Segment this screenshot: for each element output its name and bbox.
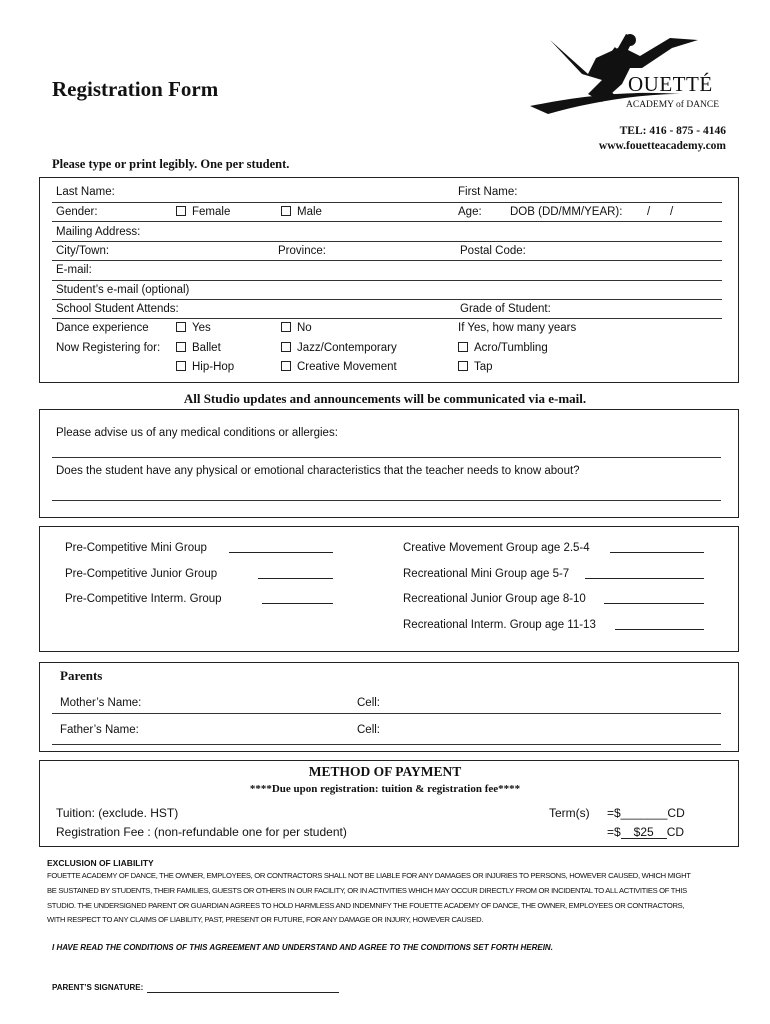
now-registering-label: Now Registering for:	[56, 342, 161, 354]
last-name-label: Last Name:	[56, 186, 115, 198]
email-line[interactable]	[52, 280, 722, 281]
province-label: Province:	[278, 245, 326, 257]
logo-subtitle: ACADEMY of DANCE	[626, 100, 720, 110]
liability-line-1: FOUETTE ACADEMY OF DANCE, THE OWNER, EMPLOYEES, OR CONTRACTORS SHALL NOT BE LIABLE FOR ANY DAMAGES OR INJURIES TO PERSONS, HOWEVER CAUSED, WHICH MIGHT	[47, 871, 691, 880]
group-rec-mini: Recreational Mini Group age 5-7	[403, 568, 570, 580]
creative-movement-label: Creative Movement	[297, 361, 397, 373]
email-notice: All Studio updates and announcements will be communicated via e-mail.	[183, 391, 587, 406]
hiphop-label: Hip-Hop	[192, 361, 235, 373]
liability-line-2: BE SUSTAINED BY STUDENTS, THEIR FAMILIES, GUESTS OR OTHERS IN OUR FACILITY, OR IN ACTIVITIES WHICH MAY OCCUR DIRECTLY FROM OR INCIDENTAL TO ALL ACTIVITIES OF THIS	[47, 886, 687, 895]
gender-line[interactable]	[52, 221, 722, 222]
male-checkbox[interactable]	[281, 206, 322, 218]
liability-line-3: STUDIO. THE UNDERSIGNED PARENT OR GUARDIAN AGREES TO HOLD HARMLESS AND INDEMNIFY THE FOUETTE ACADEMY OF DANCE, THE OWNER, EMPLOYEES OR CONTRACTORS,	[47, 901, 685, 910]
tap-checkbox[interactable]	[458, 361, 493, 373]
checkbox-icon	[281, 342, 291, 352]
phone-number: TEL: 416 - 875 - 4146	[619, 125, 726, 137]
group-pre-comp-mini-line[interactable]	[229, 552, 333, 553]
no-checkbox[interactable]	[281, 322, 312, 334]
jazz-checkbox[interactable]	[281, 342, 397, 354]
parents-box	[39, 662, 739, 752]
female-checkbox[interactable]	[176, 206, 230, 218]
signature-label: PARENT’S SIGNATURE:	[52, 983, 144, 992]
parents-heading: Parents	[60, 668, 103, 683]
terms-label: Term(s)	[549, 806, 590, 820]
ballet-checkbox[interactable]	[176, 342, 221, 354]
group-rec-junior: Recreational Junior Group age 8-10	[403, 593, 586, 605]
tuition-label: Tuition: (exclude. HST)	[56, 806, 179, 820]
checkbox-icon	[281, 361, 291, 371]
male-label: Male	[297, 206, 322, 218]
payment-heading: METHOD OF PAYMENT	[308, 764, 462, 779]
group-rec-junior-line[interactable]	[604, 603, 704, 604]
characteristics-question: Does the student have any physical or emotional characteristics that the teacher needs to know about?	[56, 465, 580, 477]
postal-code-label: Postal Code:	[460, 245, 526, 257]
acro-label: Acro/Tumbling	[474, 342, 548, 354]
medical-box	[39, 409, 739, 518]
fee-prefix: =$	[607, 825, 621, 839]
instruction-text: Please type or print legibly. One per student.	[52, 157, 290, 171]
mother-name-label: Mother’s Name:	[60, 697, 142, 709]
group-pre-comp-mini: Pre-Competitive Mini Group	[65, 542, 207, 554]
liability-heading: EXCLUSION OF LIABILITY	[47, 858, 154, 868]
signature-line[interactable]	[147, 992, 339, 993]
dance-experience-label: Dance experience	[56, 322, 149, 334]
checkbox-icon	[458, 342, 468, 352]
mother-cell-label: Cell:	[357, 697, 381, 709]
checkbox-icon	[176, 322, 186, 332]
characteristics-answer-line[interactable]	[52, 500, 721, 501]
student-email-line[interactable]	[52, 299, 722, 300]
payment-due-note: ****Due upon registration: tuition & registration fee****	[249, 783, 521, 795]
fee-value: $25	[621, 826, 667, 839]
last-name-line[interactable]	[52, 202, 722, 203]
acro-checkbox[interactable]	[458, 342, 548, 354]
age-label: Age:	[458, 206, 482, 218]
student-email-label: Student’s e-mail (optional)	[56, 284, 190, 296]
fee-suffix: CD	[666, 825, 685, 839]
dob-separator-1: /	[647, 206, 651, 218]
mailing-address-line[interactable]	[52, 241, 722, 242]
tap-label: Tap	[474, 361, 493, 373]
group-pre-comp-junior: Pre-Competitive Junior Group	[65, 568, 218, 580]
father-cell-label: Cell:	[357, 724, 381, 736]
school-line[interactable]	[52, 318, 722, 319]
group-pre-comp-interm-line[interactable]	[262, 603, 333, 604]
checkbox-icon	[176, 361, 186, 371]
grade-label: Grade of Student:	[460, 303, 551, 315]
dob-separator-2: /	[670, 206, 674, 218]
female-label: Female	[192, 206, 231, 218]
website: www.fouetteacademy.com	[598, 140, 726, 152]
group-pre-comp-junior-line[interactable]	[258, 578, 333, 579]
mother-line[interactable]	[52, 713, 721, 714]
yes-checkbox[interactable]	[176, 322, 211, 334]
group-rec-mini-line[interactable]	[585, 578, 704, 579]
school-label: School Student Attends:	[56, 303, 179, 315]
city-label: City/Town:	[56, 245, 110, 257]
father-line[interactable]	[52, 744, 721, 745]
academy-logo	[530, 28, 730, 118]
registration-fee-label: Registration Fee : (non-refundable one for per student)	[56, 825, 347, 839]
checkbox-icon	[281, 206, 291, 216]
yes-label: Yes	[192, 322, 211, 334]
checkbox-icon	[176, 206, 186, 216]
city-line[interactable]	[52, 260, 722, 261]
email-label: E-mail:	[56, 264, 92, 276]
group-rec-interm-line[interactable]	[615, 629, 704, 630]
liability-line-4: WITH RESPECT TO ANY CLAIMS OF LIABILITY, PAST, PRESENT OR FUTURE, FOR ANY DAMAGE OR INJURY, HOWEVER CAUSED.	[47, 915, 484, 924]
checkbox-icon	[458, 361, 468, 371]
checkbox-icon	[176, 342, 186, 352]
no-label: No	[297, 322, 312, 334]
years-label: If Yes, how many years	[458, 322, 577, 334]
group-creative-movement-line[interactable]	[610, 552, 704, 553]
group-rec-interm: Recreational Interm. Group age 11-13	[403, 619, 596, 631]
hiphop-checkbox[interactable]	[176, 361, 234, 373]
ballet-label: Ballet	[192, 342, 221, 354]
registration-fee-amount	[607, 825, 684, 839]
first-name-label: First Name:	[458, 186, 518, 198]
jazz-label: Jazz/Contemporary	[297, 342, 397, 354]
group-creative-movement: Creative Movement Group age 2.5-4	[403, 542, 590, 554]
checkbox-icon	[281, 322, 291, 332]
gender-label: Gender:	[56, 206, 98, 218]
father-name-label: Father’s Name:	[60, 724, 139, 736]
page-title: Registration Form	[52, 77, 219, 101]
medical-answer-line[interactable]	[52, 457, 721, 458]
mailing-address-label: Mailing Address:	[56, 226, 141, 238]
logo-name: OUETTÉ	[628, 72, 713, 96]
dob-label: DOB (DD/MM/YEAR):	[510, 206, 623, 218]
terms-amount[interactable]: =$_______CD	[607, 806, 685, 820]
medical-question: Please advise us of any medical conditions or allergies:	[56, 427, 338, 439]
creative-movement-checkbox[interactable]	[281, 361, 397, 373]
agreement-statement: I HAVE READ THE CONDITIONS OF THIS AGREEMENT AND UNDERSTAND AND AGREE TO THE CONDITIONS SET FORTH HEREIN.	[52, 943, 553, 952]
group-pre-comp-interm: Pre-Competitive Interm. Group	[65, 593, 222, 605]
